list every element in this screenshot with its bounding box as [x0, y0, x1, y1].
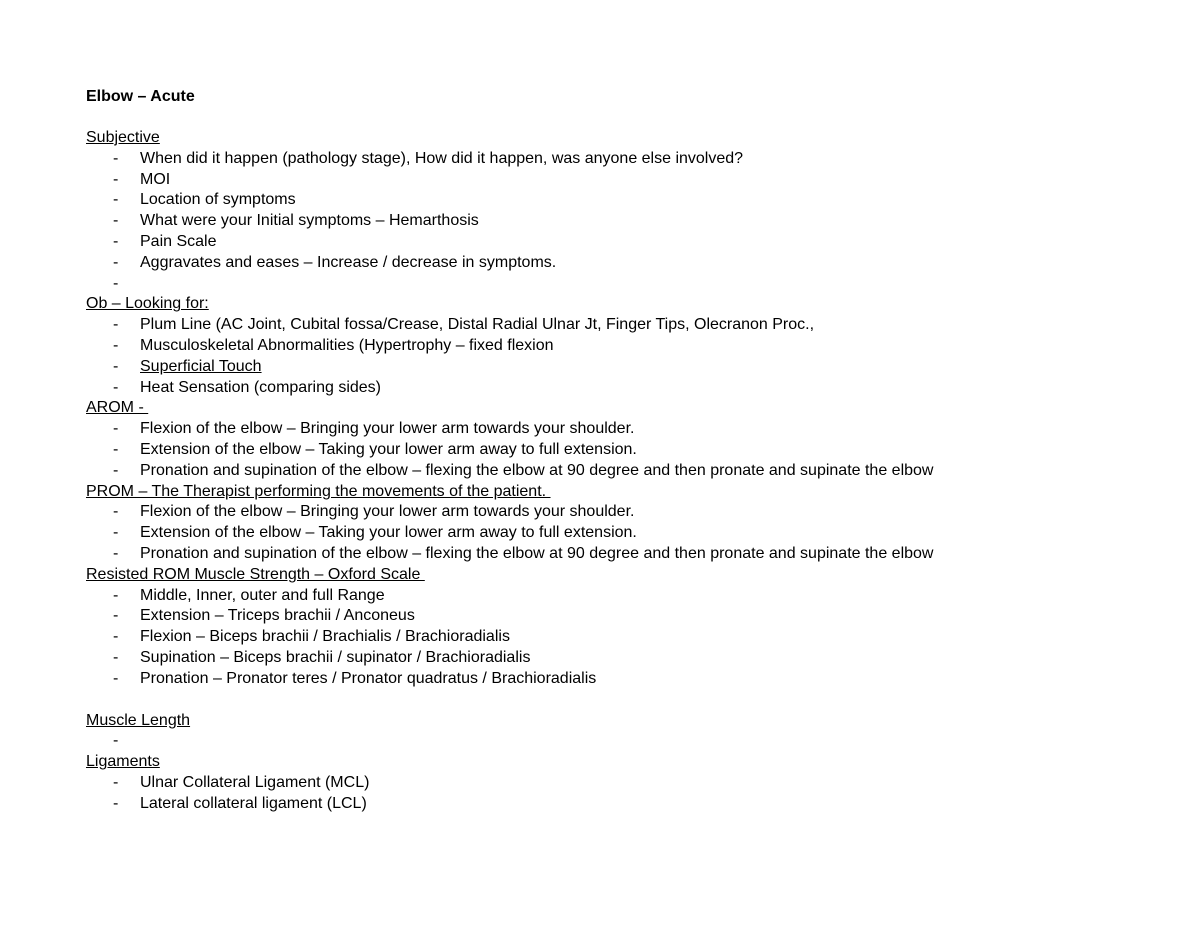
section-heading-text: Muscle Length: [86, 711, 191, 729]
section-heading-observation: [86, 294, 1166, 315]
section-heading-resisted-rom: [86, 565, 1166, 586]
list-item-text: Superficial Touch: [140, 357, 262, 375]
list-item-text: Plum Line (AC Joint, Cubital fossa/Crease, Distal Radial Ulnar Jt, Finger Tips, Olecranon Proc.,: [140, 316, 815, 334]
list-item: [86, 149, 1166, 170]
prom-list: [86, 502, 1166, 564]
bullet-dash: -: [113, 149, 119, 167]
list-item: [86, 461, 1166, 482]
section-heading-muscle-length: [86, 711, 1166, 732]
list-item: [86, 586, 1166, 607]
list-item: [86, 357, 1166, 378]
list-item: [86, 419, 1166, 440]
bullet-dash: -: [113, 212, 119, 230]
list-item-text: Middle, Inner, outer and full Range: [140, 586, 385, 604]
bullet-dash: -: [113, 648, 119, 666]
blank-line: [86, 690, 1166, 711]
bullet-dash: -: [113, 232, 119, 250]
bullet-dash: -: [113, 253, 119, 271]
list-item-text: Pain Scale: [140, 232, 217, 250]
bullet-dash: -: [113, 503, 119, 521]
bullet-dash: -: [113, 773, 119, 791]
bullet-dash: -: [113, 420, 119, 438]
section-heading-arom: [86, 398, 1166, 419]
section-heading-text: Subjective: [86, 129, 160, 146]
bullet-dash: -: [113, 336, 119, 354]
section-heading-ligaments: [86, 752, 1166, 773]
list-item-text: Location of symptoms: [140, 191, 296, 209]
bullet-dash: -: [113, 191, 119, 209]
list-item: [86, 523, 1166, 544]
bullet-dash: -: [113, 794, 119, 812]
section-heading-text: Ob – Looking for:: [86, 295, 209, 313]
list-item: [86, 336, 1166, 357]
list-item-text: Pronation and supination of the elbow – flexing the elbow at 90 degree and then pronate and supinate the elbow: [140, 544, 934, 562]
list-item-text: Extension – Triceps brachii / Anconeus: [140, 607, 415, 625]
bullet-dash: -: [113, 274, 119, 292]
list-item-text: Musculoskeletal Abnormalities (Hypertrophy – fixed flexion: [140, 336, 554, 354]
arom-list: [86, 419, 1166, 481]
bullet-dash: -: [113, 524, 119, 542]
bullet-dash: -: [113, 170, 119, 188]
list-item: [86, 731, 1166, 752]
blank-line: [86, 107, 1166, 128]
list-item: [86, 232, 1166, 253]
list-item: [86, 606, 1166, 627]
list-item: [86, 627, 1166, 648]
list-item: [86, 648, 1166, 669]
bullet-dash: -: [113, 544, 119, 562]
list-item: [86, 794, 1166, 815]
section-heading-prom: [86, 482, 1166, 503]
list-item-text: Flexion – Biceps brachii / Brachialis / Brachioradialis: [140, 628, 510, 646]
observation-list: [86, 315, 1166, 398]
bullet-dash: -: [113, 732, 119, 750]
list-item-text: Heat Sensation (comparing sides): [140, 378, 382, 396]
bullet-dash: -: [113, 440, 119, 458]
list-item: [86, 669, 1166, 690]
list-item: [86, 315, 1166, 336]
list-item-text: Flexion of the elbow – Bringing your lower arm towards your shoulder.: [140, 420, 635, 438]
document-page: [86, 86, 1166, 815]
bullet-dash: -: [113, 357, 119, 375]
list-item-text: Lateral collateral ligament (LCL): [140, 794, 367, 812]
bullet-dash: -: [113, 607, 119, 625]
resisted-rom-list: [86, 586, 1166, 690]
list-item: [86, 544, 1166, 565]
list-item-text: Extension of the elbow – Taking your lower arm away to full extension.: [140, 440, 637, 458]
list-item-text: Extension of the elbow – Taking your lower arm away to full extension.: [140, 524, 637, 542]
bullet-dash: -: [113, 628, 119, 646]
list-item-text: Pronation – Pronator teres / Pronator quadratus / Brachioradialis: [140, 669, 597, 687]
bullet-dash: -: [113, 669, 119, 687]
muscle-length-list: [86, 731, 1166, 752]
subjective-list: [86, 149, 1166, 295]
bullet-dash: -: [113, 316, 119, 334]
list-item-text: MOI: [140, 170, 171, 188]
document-title: Elbow – Acute: [86, 88, 195, 105]
section-heading-text: AROM -: [86, 399, 149, 417]
section-heading-text: Ligaments: [86, 753, 160, 771]
list-item: [86, 253, 1166, 274]
section-heading-text: PROM – The Therapist performing the movements of the patient.: [86, 482, 551, 500]
list-item: [86, 274, 1166, 295]
list-item-text: Ulnar Collateral Ligament (MCL): [140, 773, 370, 791]
list-item: [86, 190, 1166, 211]
list-item: [86, 502, 1166, 523]
list-item: [86, 378, 1166, 399]
bullet-dash: -: [113, 461, 119, 479]
ligaments-list: [86, 773, 1166, 815]
list-item-text: Pronation and supination of the elbow – flexing the elbow at 90 degree and then pronate and supinate the elbow: [140, 461, 934, 479]
list-item: [86, 440, 1166, 461]
list-item: [86, 211, 1166, 232]
section-heading-text: Resisted ROM Muscle Strength – Oxford Scale: [86, 565, 425, 583]
list-item-text: Flexion of the elbow – Bringing your lower arm towards your shoulder.: [140, 503, 635, 521]
list-item-text: When did it happen (pathology stage), How did it happen, was anyone else involved?: [140, 149, 744, 167]
list-item-text: What were your Initial symptoms – Hemarthosis: [140, 212, 479, 230]
list-item: [86, 170, 1166, 191]
section-heading-subjective: [86, 128, 1166, 149]
bullet-dash: -: [113, 586, 119, 604]
bullet-dash: -: [113, 378, 119, 396]
list-item-text: Supination – Biceps brachii / supinator / Brachioradialis: [140, 648, 531, 666]
list-item: [86, 773, 1166, 794]
list-item-text: Aggravates and eases – Increase / decrease in symptoms.: [140, 253, 557, 271]
